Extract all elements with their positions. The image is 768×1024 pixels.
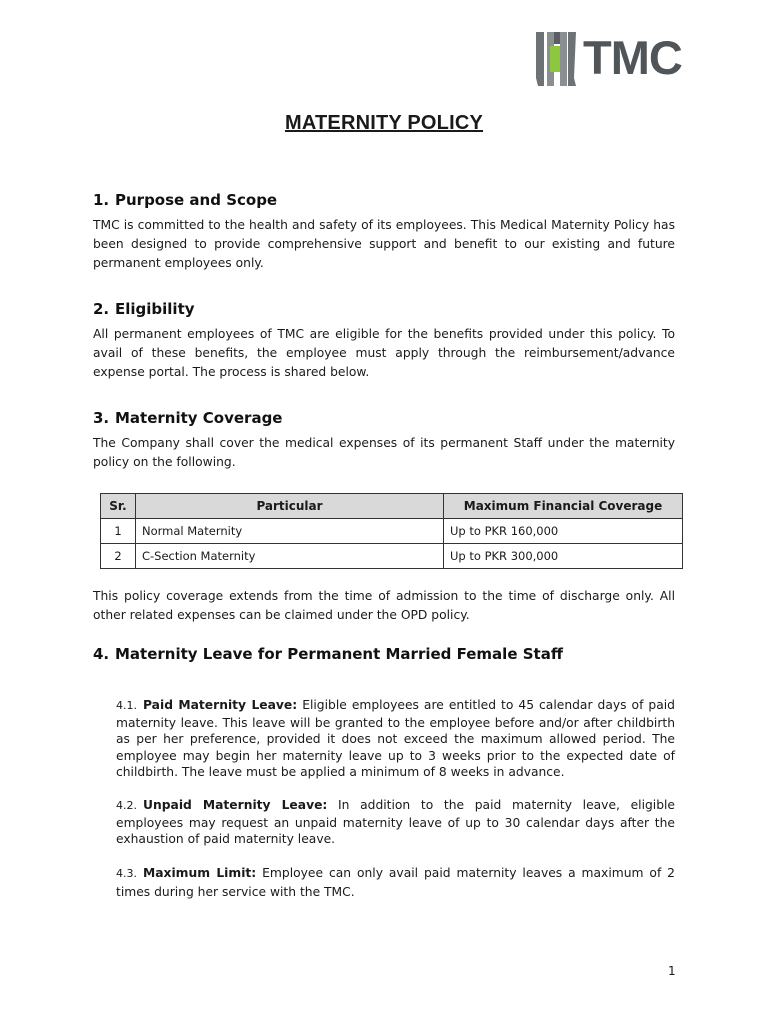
section-paragraph: TMC is committed to the health and safety of its employees. This Medical Maternity Policy has been designed to provide comprehensive support and benefit to our existing and future permanent employees only. bbox=[93, 218, 675, 270]
page-title: MATERNITY POLICY bbox=[284, 112, 484, 134]
item-label: Unpaid Maternity Leave: bbox=[143, 798, 328, 812]
section-paragraph: The Company shall cover the medical expenses of its permanent Staff under the maternity policy on the following. bbox=[93, 436, 675, 469]
tmc-logo-mark-icon bbox=[536, 32, 576, 86]
item-label: Paid Maternity Leave: bbox=[143, 698, 298, 712]
table-cell-coverage: Up to PKR 300,000 bbox=[444, 544, 683, 569]
item-number: 4.2. bbox=[116, 799, 137, 812]
column-header-particular: Particular bbox=[136, 494, 444, 519]
tmc-logo-text: TMC bbox=[583, 31, 682, 84]
table-cell-particular: C-Section Maternity bbox=[136, 544, 444, 569]
section-title: Maternity Leave for Permanent Married Female Staff bbox=[115, 645, 563, 663]
section-title: Maternity Coverage bbox=[115, 409, 283, 427]
item-text: Eligible employees are entitled to 45 calendar days of paid maternity leave. This leave will be granted to the employee before and/or after childbirth as per her preference, provided it does not exceed the maximum allowed period. The employee may begin her maternity leave up to 3 weeks prior to the expected date of childbirth. The leave must be applied a minimum of 8 weeks in advance. bbox=[116, 698, 675, 779]
column-header-coverage: Maximum Financial Coverage bbox=[444, 494, 683, 519]
section-number: 3. bbox=[93, 409, 110, 427]
item-number: 4.1. bbox=[116, 699, 137, 712]
section-heading-maternity-leave bbox=[93, 645, 563, 663]
table-cell-sr: 2 bbox=[101, 544, 136, 569]
table-header-row bbox=[101, 494, 683, 519]
section-number: 2. bbox=[93, 300, 110, 318]
section-title: Eligibility bbox=[115, 300, 195, 318]
table-row bbox=[101, 519, 683, 544]
table-cell-sr: 1 bbox=[101, 519, 136, 544]
table-cell-particular: Normal Maternity bbox=[136, 519, 444, 544]
section-heading-eligibility bbox=[93, 300, 195, 318]
section-paragraph: This policy coverage extends from the time of admission to the time of discharge only. All other related expenses can be claimed under the OPD policy. bbox=[93, 589, 675, 622]
section-heading-coverage bbox=[93, 409, 282, 427]
list-item-maximum-limit bbox=[116, 864, 675, 902]
section-title: Purpose and Scope bbox=[115, 191, 278, 209]
section-heading-purpose bbox=[93, 191, 277, 209]
item-number: 4.3. bbox=[116, 867, 137, 880]
section-number: 1. bbox=[93, 191, 110, 209]
item-text: In addition to the paid maternity leave, eligible employees may request an unpaid maternity leave of up to 30 calendar days after the exhaustion of paid maternity leave. bbox=[116, 798, 675, 846]
section-paragraph: All permanent employees of TMC are eligible for the benefits provided under this policy. To avail of these benefits, the employee must apply through the reimbursement/advance expense portal. The process is shared below. bbox=[93, 327, 675, 379]
page-number: 1 bbox=[668, 964, 676, 978]
table-row bbox=[101, 544, 683, 569]
list-item-unpaid-leave bbox=[116, 797, 675, 848]
coverage-table bbox=[100, 493, 683, 569]
section-number: 4. bbox=[93, 645, 110, 663]
table-cell-coverage: Up to PKR 160,000 bbox=[444, 519, 683, 544]
tmc-logo bbox=[536, 30, 686, 86]
item-text: Employee can only avail paid maternity leaves a maximum of 2 times during her service with the TMC. bbox=[116, 866, 676, 899]
item-label: Maximum Limit: bbox=[143, 866, 257, 880]
column-header-sr: Sr. bbox=[101, 494, 136, 519]
list-item-paid-leave bbox=[116, 697, 675, 781]
